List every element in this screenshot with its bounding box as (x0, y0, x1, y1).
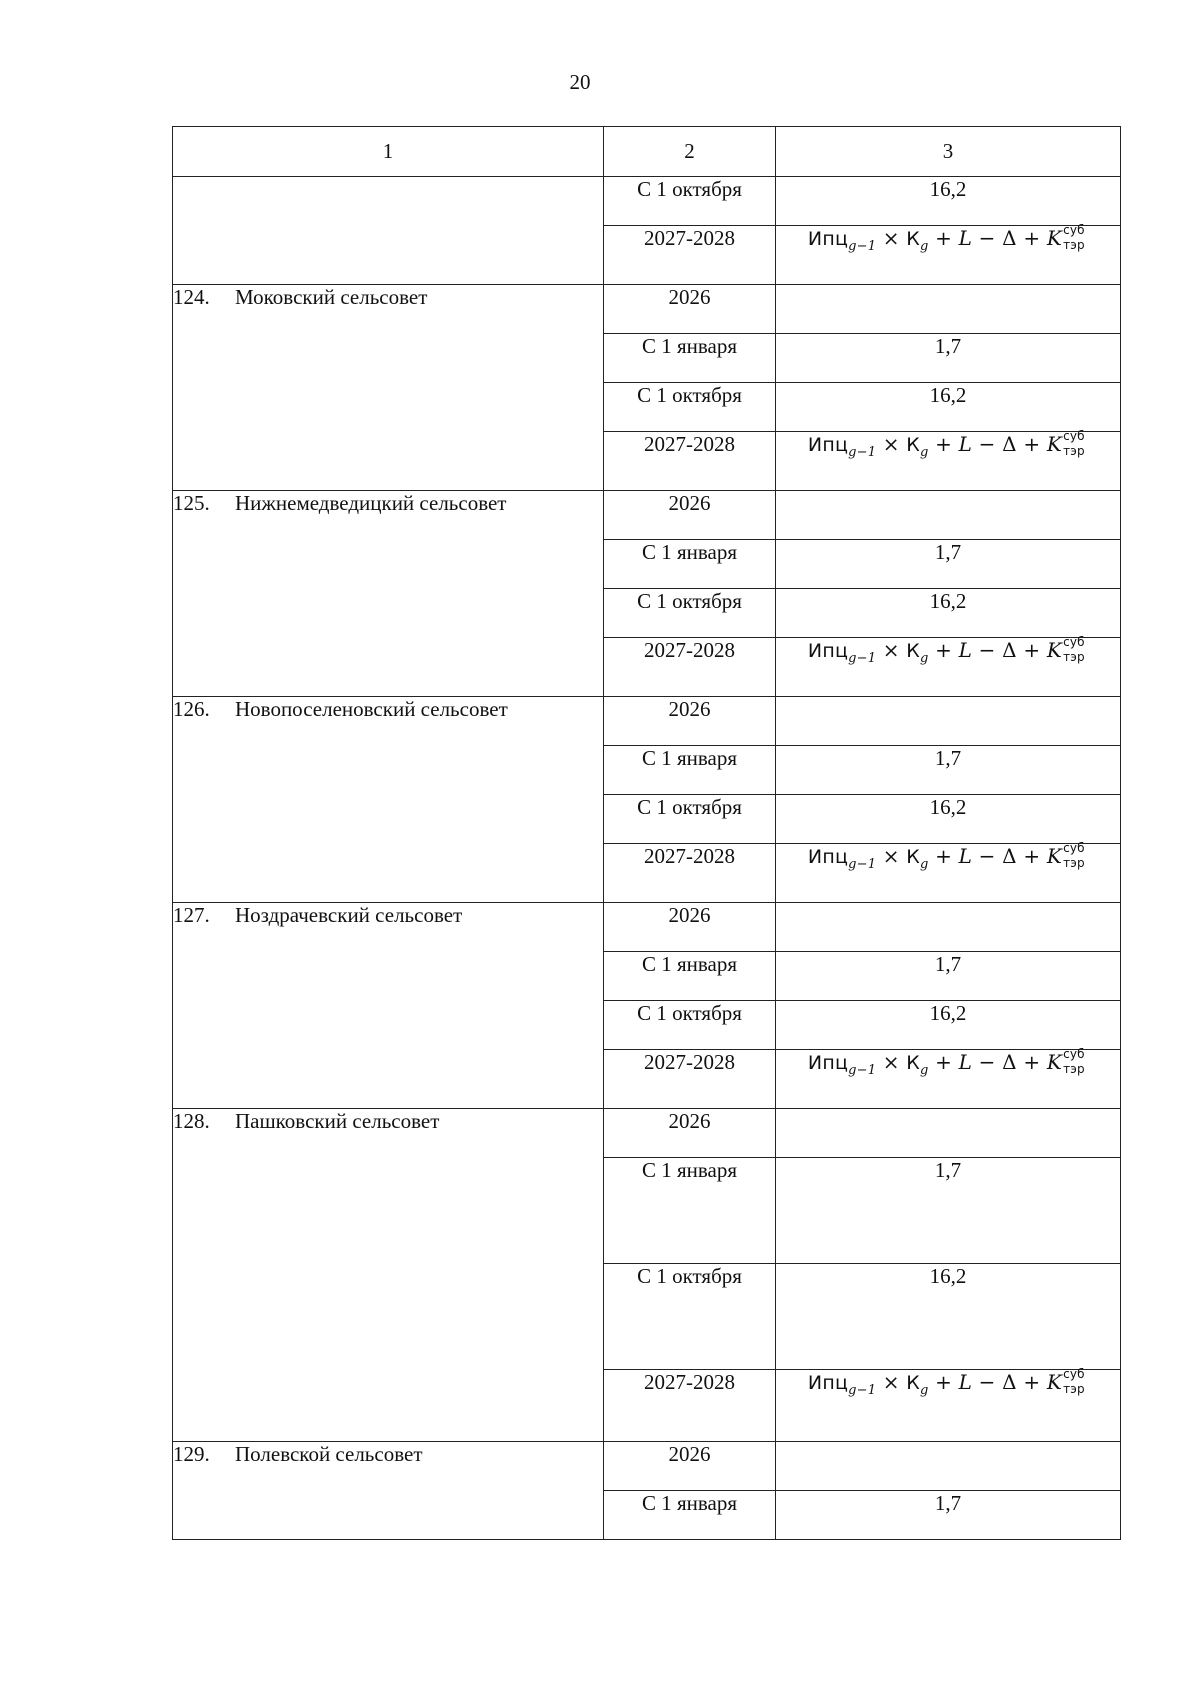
value-cell (776, 285, 1121, 334)
period-cell: 2026 (604, 697, 776, 746)
header-col-3: 3 (776, 127, 1121, 177)
value-cell: 1,7 (776, 952, 1121, 1001)
value-cell: 1,7 (776, 746, 1121, 795)
period-cell: С 1 октября (604, 1264, 776, 1370)
formula-cell (776, 1046, 1121, 1109)
tariff-table (172, 126, 1121, 1540)
period-cell: С 1 января (604, 746, 776, 795)
formula-cell (776, 1366, 1121, 1442)
value-cell: 16,2 (776, 589, 1121, 638)
municipality-name: Новопоселеновский сельсовет (235, 697, 508, 721)
value-cell (776, 903, 1121, 952)
period-cell: С 1 января (604, 334, 776, 383)
municipality-cell (173, 1109, 604, 1442)
period-cell: 2026 (604, 1442, 776, 1491)
value-cell (776, 1442, 1121, 1491)
period-cell: 2026 (604, 903, 776, 952)
table-row (173, 903, 1121, 952)
tariff-formula: $Ипц_{g-1} \times К_g + L - \Delta + K$ суб тэр (807, 222, 1085, 254)
value-cell: 16,2 (776, 383, 1121, 432)
value-cell: 16,2 (776, 177, 1121, 226)
period-cell: С 1 октября (604, 383, 776, 432)
value-cell: 16,2 (776, 1264, 1121, 1370)
tariff-formula: $Ипц_{g-1} \times К_g + L - \Delta + K$ суб тэр (807, 840, 1085, 872)
table-row (173, 1442, 1121, 1491)
municipality-name: Пашковский сельсовет (235, 1109, 440, 1133)
municipality-cell (173, 285, 604, 491)
period-cell: С 1 января (604, 952, 776, 1001)
tariff-formula: $Ипц_{g-1} \times К_g + L - \Delta + K$ суб тэр (807, 1366, 1085, 1398)
period-cell: С 1 октября (604, 589, 776, 638)
table-row (173, 177, 1121, 226)
period-cell: С 1 января (604, 1491, 776, 1540)
municipality-cell-continued (173, 177, 604, 285)
period-cell: 2026 (604, 1109, 776, 1158)
period-cell: 2027-2028 (604, 226, 776, 285)
value-cell: 16,2 (776, 1001, 1121, 1050)
formula-cell (776, 222, 1121, 285)
tariff-formula: $Ипц_{g-1} \times К_g + L - \Delta + K$ суб тэр (807, 634, 1085, 666)
municipality-number: 127. (173, 903, 210, 927)
period-cell: 2027-2028 (604, 1370, 776, 1442)
municipality-cell (173, 1442, 604, 1540)
municipality-cell (173, 491, 604, 697)
period-cell: С 1 октября (604, 795, 776, 844)
period-cell: 2027-2028 (604, 638, 776, 697)
municipality-name: Ноздрачевский сельсовет (235, 903, 463, 927)
value-cell (776, 697, 1121, 746)
table-header-row (173, 127, 1121, 177)
municipality-cell (173, 697, 604, 903)
period-cell: 2027-2028 (604, 1050, 776, 1109)
header-col-2: 2 (604, 127, 776, 177)
table-row (173, 697, 1121, 746)
municipality-number: 124. (173, 285, 210, 309)
municipality-name: Полевской сельсовет (235, 1442, 423, 1466)
value-cell: 1,7 (776, 1158, 1121, 1264)
period-cell: С 1 октября (604, 1001, 776, 1050)
period-cell: С 1 января (604, 540, 776, 589)
tariff-formula: $Ипц_{g-1} \times К_g + L - \Delta + K$ суб тэр (807, 1046, 1085, 1078)
period-cell: 2027-2028 (604, 844, 776, 903)
value-cell: 16,2 (776, 795, 1121, 844)
period-cell: 2026 (604, 491, 776, 540)
table-row (173, 491, 1121, 540)
value-cell (776, 491, 1121, 540)
value-cell (776, 1109, 1121, 1158)
period-cell: С 1 января (604, 1158, 776, 1264)
municipality-cell (173, 903, 604, 1109)
value-cell: 1,7 (776, 1491, 1121, 1540)
value-cell: 1,7 (776, 540, 1121, 589)
municipality-number: 125. (173, 491, 210, 515)
period-cell: 2026 (604, 285, 776, 334)
page-number: 20 (569, 70, 591, 94)
table-row (173, 1109, 1121, 1158)
formula-cell (776, 634, 1121, 697)
table-row (173, 285, 1121, 334)
municipality-number: 128. (173, 1109, 210, 1133)
header-col-1: 1 (173, 127, 604, 177)
tariff-formula: $Ипц_{g-1} \times К_g + L - \Delta + K$ суб тэр (807, 428, 1085, 460)
municipality-number: 126. (173, 697, 210, 721)
municipality-name: Моковский сельсовет (235, 285, 428, 309)
formula-cell (776, 428, 1121, 491)
municipality-number: 129. (173, 1442, 210, 1466)
period-cell: 2027-2028 (604, 432, 776, 491)
period-cell: С 1 октября (604, 177, 776, 226)
value-cell: 1,7 (776, 334, 1121, 383)
formula-cell (776, 840, 1121, 903)
municipality-name: Нижнемедведицкий сельсовет (235, 491, 507, 515)
